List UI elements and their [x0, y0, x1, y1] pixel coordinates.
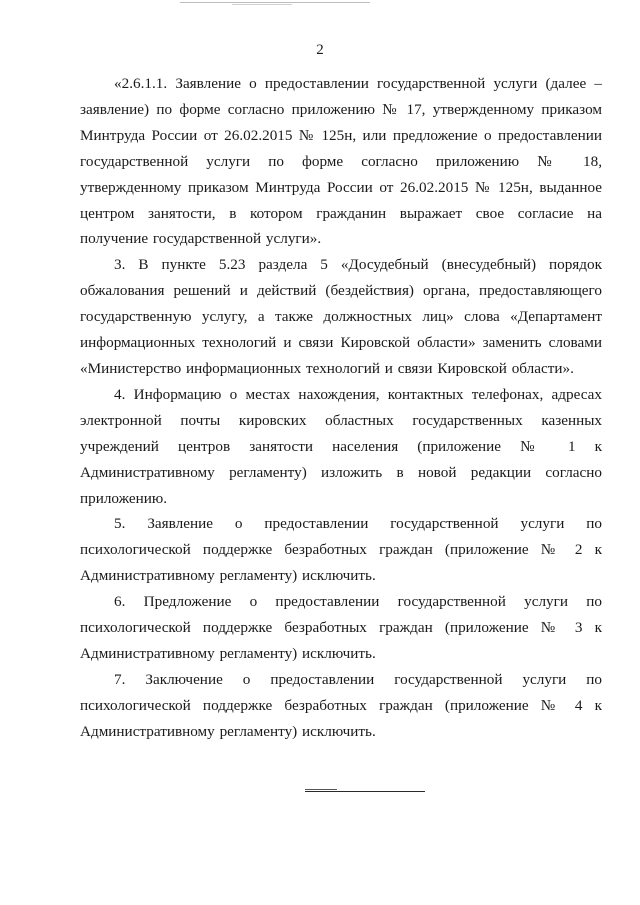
- document-body: [80, 71, 602, 745]
- page-number: 2: [316, 42, 324, 58]
- paragraph-item-6: 6. Предложение о предоставлении государственной услуги по психологической поддержке безработных граждан (приложение № 3 к Административному регламенту) исключить.: [80, 593, 602, 662]
- paragraph-item-3: 3. В пункте 5.23 раздела 5 «Досудебный (внесудебный) порядок обжалования решений и действий (бездействия) органа, предоставляющего государственную услугу, а также должностных лиц» слова «Департамент информационных технологий и связи Кировской области» заменить словами «Министерство информационных технологий и связи Кировской области».: [80, 256, 602, 377]
- scan-artifact-line: [232, 4, 292, 5]
- paragraph-item-5: 5. Заявление о предоставлении государственной услуги по психологической поддержке безработных граждан (приложение № 2 к Административному регламенту) исключить.: [80, 515, 602, 585]
- paragraph-item-7: 7. Заключение о предоставлении государственной услуги по психологической поддержке безработных граждан (приложение № 4 к Административному регламенту) исключить.: [80, 670, 602, 740]
- end-of-document-rule: [305, 791, 425, 792]
- end-of-document-rule-accent: [305, 789, 337, 790]
- paragraph-clause-2-6-1-1: «2.6.1.1. Заявление о предоставлении государственной услуги (далее – заявление) по форме согласно приложению № 17, утвержденному приказом Минтруда России от 26.02.2015 № 125н, или предложение о предоставлении государственной услуги по форме согласно приложению № 18, утвержденному приказом Минтруда России от 26.02.2015 № 125н, выданное центром занятости, в котором гражданин выражает свое согласие на получение государственной услуги».: [80, 75, 602, 248]
- scan-artifact-line: [180, 2, 370, 3]
- paragraph-item-4: 4. Информацию о местах нахождения, контактных телефонах, адресах электронной почты кировских областных государственных казенных учреждений центров занятости населения (приложение № 1 к Административному регламенту) изложить в новой редакции согласно приложению.: [80, 385, 602, 507]
